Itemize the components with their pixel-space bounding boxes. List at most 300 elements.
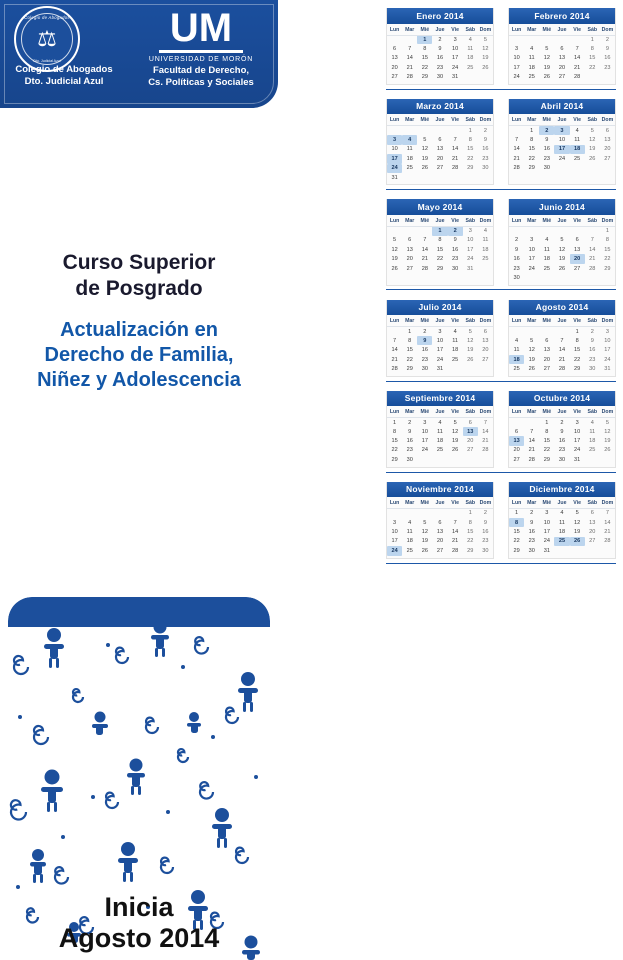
day-cell[interactable]: 17 [387, 154, 402, 163]
day-cell[interactable]: 25 [482, 256, 489, 263]
day-cell[interactable]: 13 [482, 337, 489, 344]
day-cell[interactable]: 23 [482, 538, 489, 545]
day-cell[interactable]: 2 [408, 419, 412, 426]
day-cell[interactable]: 26 [543, 74, 550, 81]
day-cell[interactable]: 3 [438, 328, 442, 335]
day-cell[interactable]: 17 [391, 538, 398, 545]
day-cell[interactable]: 27 [574, 265, 581, 272]
day-cell[interactable]: 31 [604, 365, 611, 372]
day-cell[interactable]: 6 [590, 510, 594, 517]
day-cell[interactable]: 2 [483, 127, 487, 134]
day-cell[interactable]: 9 [438, 46, 442, 53]
day-cell[interactable]: 25 [467, 64, 474, 71]
day-cell[interactable]: 26 [558, 265, 566, 272]
day-cell[interactable]: 4 [530, 46, 534, 53]
day-cell[interactable]: 21 [558, 356, 566, 363]
day-cell[interactable]: 4 [560, 510, 564, 517]
month-calendar[interactable] [508, 391, 616, 468]
day-cell[interactable]: 16 [482, 529, 489, 536]
day-cell[interactable]: 10 [558, 137, 566, 144]
day-cell[interactable]: 30 [543, 165, 550, 172]
day-cell[interactable]: 27 [436, 165, 444, 172]
day-cell[interactable]: 11 [406, 146, 413, 153]
day-cell[interactable]: 17 [528, 256, 535, 263]
day-cell[interactable]: 9 [453, 237, 457, 244]
day-cell[interactable]: 28 [574, 74, 581, 81]
day-cell[interactable]: 24 [604, 356, 611, 363]
day-cell[interactable]: 30 [513, 274, 520, 281]
day-cell[interactable]: 8 [468, 519, 472, 526]
day-cell[interactable]: 27 [513, 456, 520, 463]
day-cell[interactable]: 4 [575, 127, 579, 134]
day-cell[interactable]: 28 [391, 365, 398, 372]
day-cell[interactable]: 20 [406, 256, 413, 263]
day-cell[interactable]: 9 [483, 519, 487, 526]
day-cell[interactable]: 12 [528, 347, 535, 354]
day-cell[interactable]: 21 [421, 256, 428, 263]
day-cell[interactable]: 12 [482, 46, 489, 53]
day-cell[interactable]: 22 [574, 356, 581, 363]
day-cell[interactable]: 6 [575, 237, 579, 244]
day-cell[interactable]: 28 [558, 365, 566, 372]
day-cell[interactable]: 18 [467, 55, 474, 62]
day-cell[interactable]: 10 [543, 519, 550, 526]
day-cell[interactable]: 4 [590, 419, 594, 426]
day-cell[interactable]: 10 [574, 428, 581, 435]
day-cell[interactable]: 17 [574, 438, 581, 445]
day-cell[interactable]: 18 [436, 438, 444, 445]
day-cell[interactable]: 8 [530, 137, 534, 144]
day-cell[interactable]: 15 [604, 246, 611, 253]
day-cell[interactable]: 25 [406, 547, 413, 554]
day-cell[interactable]: 24 [387, 546, 402, 555]
day-cell[interactable]: 1 [590, 36, 594, 43]
day-cell[interactable]: 5 [530, 337, 534, 344]
day-cell[interactable]: 19 [467, 347, 474, 354]
day-cell[interactable]: 27 [604, 155, 611, 162]
day-cell[interactable]: 12 [558, 246, 566, 253]
day-cell[interactable]: 11 [437, 428, 443, 435]
day-cell[interactable]: 2 [539, 126, 554, 135]
day-cell[interactable]: 20 [543, 356, 550, 363]
day-cell[interactable]: 11 [452, 337, 459, 344]
day-cell[interactable]: 30 [528, 547, 535, 554]
day-cell[interactable]: 27 [543, 365, 550, 372]
day-cell[interactable]: 18 [406, 538, 413, 545]
day-cell[interactable]: 25 [513, 365, 520, 372]
day-cell[interactable]: 23 [421, 356, 428, 363]
day-cell[interactable]: 8 [468, 137, 472, 144]
day-cell[interactable]: 2 [530, 510, 534, 517]
day-cell[interactable]: 30 [482, 165, 489, 172]
day-cell[interactable]: 29 [574, 365, 581, 372]
day-cell[interactable]: 24 [436, 356, 444, 363]
day-cell[interactable]: 17 [554, 145, 569, 154]
day-cell[interactable]: 1 [408, 328, 412, 335]
day-cell[interactable]: 5 [393, 237, 397, 244]
day-cell[interactable]: 25 [436, 447, 444, 454]
day-cell[interactable]: 18 [406, 155, 413, 162]
day-cell[interactable]: 27 [406, 265, 413, 272]
day-cell[interactable]: 22 [391, 447, 398, 454]
day-cell[interactable]: 18 [570, 145, 585, 154]
day-cell[interactable]: 12 [452, 428, 459, 435]
day-cell[interactable]: 12 [589, 137, 596, 144]
day-cell[interactable]: 24 [452, 64, 459, 71]
month-calendar[interactable] [386, 300, 494, 377]
day-cell[interactable]: 5 [560, 237, 564, 244]
day-cell[interactable]: 28 [421, 265, 428, 272]
day-cell[interactable]: 14 [589, 246, 596, 253]
day-cell[interactable]: 19 [589, 146, 596, 153]
day-cell[interactable]: 8 [509, 518, 524, 527]
day-cell[interactable]: 14 [452, 529, 459, 536]
day-cell[interactable]: 13 [436, 146, 444, 153]
day-cell[interactable]: 23 [452, 256, 459, 263]
day-cell[interactable]: 25 [543, 265, 550, 272]
day-cell[interactable]: 10 [513, 55, 520, 62]
day-cell[interactable]: 19 [482, 55, 489, 62]
day-cell[interactable]: 7 [515, 137, 519, 144]
day-cell[interactable]: 26 [421, 547, 428, 554]
day-cell[interactable]: 27 [558, 74, 566, 81]
day-cell[interactable]: 15 [543, 438, 550, 445]
day-cell[interactable]: 25 [589, 447, 596, 454]
day-cell[interactable]: 21 [452, 155, 459, 162]
day-cell[interactable]: 22 [421, 64, 428, 71]
day-cell[interactable]: 20 [482, 347, 489, 354]
day-cell[interactable]: 25 [554, 537, 569, 546]
day-cell[interactable]: 4 [453, 328, 457, 335]
day-cell[interactable]: 23 [513, 265, 520, 272]
day-cell[interactable]: 12 [421, 529, 428, 536]
day-cell[interactable]: 13 [509, 436, 524, 445]
month-calendar[interactable] [508, 300, 616, 377]
day-cell[interactable]: 26 [391, 265, 398, 272]
day-cell[interactable]: 2 [483, 510, 487, 517]
day-cell[interactable]: 8 [393, 428, 397, 435]
day-cell[interactable]: 28 [406, 74, 413, 81]
day-cell[interactable]: 6 [438, 137, 442, 144]
day-cell[interactable]: 21 [452, 538, 459, 545]
day-cell[interactable]: 3 [515, 46, 519, 53]
day-cell[interactable]: 6 [545, 337, 549, 344]
day-cell[interactable]: 16 [558, 438, 566, 445]
day-cell[interactable]: 1 [393, 419, 397, 426]
day-cell[interactable]: 3 [545, 510, 549, 517]
day-cell[interactable]: 11 [467, 46, 474, 53]
day-cell[interactable]: 21 [604, 529, 611, 536]
day-cell[interactable]: 13 [589, 519, 596, 526]
day-cell[interactable]: 20 [513, 447, 520, 454]
day-cell[interactable]: 6 [468, 419, 472, 426]
day-cell[interactable]: 15 [421, 55, 428, 62]
day-cell[interactable]: 28 [604, 538, 611, 545]
day-cell[interactable]: 9 [530, 519, 534, 526]
day-cell[interactable]: 10 [452, 46, 459, 53]
day-cell[interactable]: 26 [482, 64, 489, 71]
day-cell[interactable]: 12 [467, 337, 474, 344]
day-cell[interactable]: 19 [421, 538, 428, 545]
day-cell[interactable]: 13 [406, 246, 413, 253]
day-cell[interactable]: 5 [423, 519, 427, 526]
day-cell[interactable]: 9 [590, 337, 594, 344]
day-cell[interactable]: 22 [436, 256, 444, 263]
day-cell[interactable]: 2 [515, 237, 519, 244]
day-cell[interactable]: 17 [452, 55, 459, 62]
day-cell[interactable]: 2 [605, 36, 609, 43]
day-cell[interactable]: 3 [423, 419, 427, 426]
day-cell[interactable]: 17 [436, 347, 444, 354]
day-cell[interactable]: 17 [604, 347, 611, 354]
day-cell[interactable]: 22 [589, 64, 596, 71]
day-cell[interactable]: 1 [545, 419, 549, 426]
day-cell[interactable]: 9 [483, 137, 487, 144]
day-cell[interactable]: 9 [408, 428, 412, 435]
day-cell[interactable]: 11 [589, 428, 596, 435]
day-cell[interactable]: 20 [436, 155, 444, 162]
day-cell[interactable]: 12 [574, 519, 581, 526]
day-cell[interactable]: 13 [558, 55, 566, 62]
month-calendar[interactable] [386, 391, 494, 468]
day-cell[interactable]: 23 [528, 538, 535, 545]
day-cell[interactable]: 19 [391, 256, 398, 263]
day-cell[interactable]: 26 [604, 447, 611, 454]
day-cell[interactable]: 22 [406, 356, 413, 363]
month-calendar[interactable] [508, 99, 616, 185]
day-cell[interactable]: 14 [391, 347, 398, 354]
day-cell[interactable]: 4 [402, 135, 417, 144]
day-cell[interactable]: 30 [558, 456, 566, 463]
day-cell[interactable]: 24 [528, 265, 535, 272]
day-cell[interactable]: 2 [438, 36, 442, 43]
day-cell[interactable]: 12 [421, 146, 428, 153]
day-cell[interactable]: 18 [543, 256, 550, 263]
day-cell[interactable]: 7 [590, 237, 594, 244]
day-cell[interactable]: 25 [406, 165, 413, 172]
day-cell[interactable]: 10 [604, 337, 611, 344]
day-cell[interactable]: 21 [513, 155, 520, 162]
day-cell[interactable]: 24 [513, 74, 520, 81]
day-cell[interactable]: 4 [468, 36, 472, 43]
day-cell[interactable]: 28 [452, 165, 459, 172]
day-cell[interactable]: 3 [575, 419, 579, 426]
day-cell[interactable]: 19 [528, 356, 535, 363]
month-calendar[interactable] [508, 8, 616, 85]
day-cell[interactable]: 5 [575, 510, 579, 517]
day-cell[interactable]: 7 [560, 337, 564, 344]
day-cell[interactable]: 29 [543, 456, 550, 463]
day-cell[interactable]: 7 [575, 46, 579, 53]
day-cell[interactable]: 14 [482, 428, 489, 435]
day-cell[interactable]: 11 [406, 529, 413, 536]
day-cell[interactable]: 3 [468, 228, 472, 235]
day-cell[interactable]: 10 [421, 428, 428, 435]
day-cell[interactable]: 6 [605, 127, 609, 134]
day-cell[interactable]: 19 [558, 256, 566, 263]
day-cell[interactable]: 16 [528, 529, 535, 536]
day-cell[interactable]: 16 [513, 256, 520, 263]
day-cell[interactable]: 19 [421, 155, 428, 162]
day-cell[interactable]: 3 [453, 36, 457, 43]
day-cell[interactable]: 19 [543, 64, 550, 71]
day-cell[interactable]: 8 [423, 46, 427, 53]
day-cell[interactable]: 6 [438, 519, 442, 526]
day-cell[interactable]: 10 [436, 337, 444, 344]
day-cell[interactable]: 22 [543, 447, 550, 454]
day-cell[interactable]: 1 [468, 127, 472, 134]
day-cell[interactable]: 3 [554, 126, 569, 135]
day-cell[interactable]: 23 [436, 64, 444, 71]
day-cell[interactable]: 15 [589, 55, 596, 62]
day-cell[interactable]: 17 [513, 64, 520, 71]
day-cell[interactable]: 17 [543, 529, 550, 536]
day-cell[interactable]: 6 [515, 428, 519, 435]
day-cell[interactable]: 6 [483, 328, 487, 335]
day-cell[interactable]: 7 [453, 519, 457, 526]
day-cell[interactable]: 25 [574, 155, 581, 162]
day-cell[interactable]: 8 [545, 428, 549, 435]
day-cell[interactable]: 11 [559, 519, 565, 526]
day-cell[interactable]: 29 [391, 456, 398, 463]
day-cell[interactable]: 4 [438, 419, 442, 426]
day-cell[interactable]: 20 [391, 64, 398, 71]
day-cell[interactable]: 15 [436, 246, 444, 253]
day-cell[interactable]: 22 [528, 155, 535, 162]
day-cell[interactable]: 9 [545, 137, 549, 144]
day-cell[interactable]: 20 [436, 538, 444, 545]
day-cell[interactable]: 19 [452, 438, 459, 445]
day-cell[interactable]: 3 [530, 237, 534, 244]
day-cell[interactable]: 17 [467, 246, 474, 253]
day-cell[interactable]: 13 [391, 55, 398, 62]
day-cell[interactable]: 3 [387, 135, 402, 144]
day-cell[interactable]: 1 [417, 35, 432, 44]
day-cell[interactable]: 8 [408, 337, 412, 344]
day-cell[interactable]: 13 [436, 529, 444, 536]
day-cell[interactable]: 9 [560, 428, 564, 435]
day-cell[interactable]: 20 [558, 64, 566, 71]
day-cell[interactable]: 23 [558, 447, 566, 454]
day-cell[interactable]: 22 [513, 538, 520, 545]
day-cell[interactable]: 24 [387, 164, 402, 173]
day-cell[interactable]: 29 [406, 365, 413, 372]
day-cell[interactable]: 24 [421, 447, 428, 454]
day-cell[interactable]: 23 [604, 64, 611, 71]
day-cell[interactable]: 14 [452, 146, 459, 153]
day-cell[interactable]: 2 [590, 328, 594, 335]
day-cell[interactable]: 31 [467, 265, 474, 272]
day-cell[interactable]: 4 [515, 337, 519, 344]
day-cell[interactable]: 28 [452, 547, 459, 554]
day-cell[interactable]: 7 [423, 237, 427, 244]
day-cell[interactable]: 3 [393, 519, 397, 526]
day-cell[interactable]: 28 [589, 265, 596, 272]
day-cell[interactable]: 18 [589, 438, 596, 445]
day-cell[interactable]: 24 [543, 538, 550, 545]
day-cell[interactable]: 5 [423, 137, 427, 144]
day-cell[interactable]: 24 [558, 155, 566, 162]
day-cell[interactable]: 1 [515, 510, 519, 517]
day-cell[interactable]: 7 [393, 337, 397, 344]
day-cell[interactable]: 14 [406, 55, 413, 62]
day-cell[interactable]: 16 [604, 55, 611, 62]
day-cell[interactable]: 15 [467, 529, 474, 536]
day-cell[interactable]: 14 [558, 347, 566, 354]
day-cell[interactable]: 20 [604, 146, 611, 153]
day-cell[interactable]: 16 [421, 347, 428, 354]
day-cell[interactable]: 18 [558, 529, 566, 536]
day-cell[interactable]: 15 [513, 529, 520, 536]
day-cell[interactable]: 21 [574, 64, 581, 71]
day-cell[interactable]: 11 [543, 246, 550, 253]
day-cell[interactable]: 1 [530, 127, 534, 134]
day-cell[interactable]: 3 [605, 328, 609, 335]
day-cell[interactable]: 2 [423, 328, 427, 335]
day-cell[interactable]: 20 [467, 438, 474, 445]
day-cell[interactable]: 27 [436, 547, 444, 554]
day-cell[interactable]: 27 [589, 538, 596, 545]
month-calendar[interactable] [386, 199, 494, 285]
day-cell[interactable]: 29 [467, 165, 474, 172]
day-cell[interactable]: 10 [467, 237, 474, 244]
day-cell[interactable]: 31 [543, 547, 550, 554]
month-calendar[interactable] [386, 99, 494, 185]
day-cell[interactable]: 13 [574, 246, 581, 253]
day-cell[interactable]: 5 [453, 419, 457, 426]
month-calendar[interactable] [386, 8, 494, 85]
day-cell[interactable]: 10 [391, 529, 398, 536]
day-cell[interactable]: 2 [448, 226, 463, 235]
day-cell[interactable]: 4 [483, 228, 487, 235]
day-cell[interactable]: 11 [574, 137, 581, 144]
day-cell[interactable]: 20 [589, 529, 596, 536]
day-cell[interactable]: 26 [528, 365, 535, 372]
day-cell[interactable]: 22 [467, 155, 474, 162]
day-cell[interactable]: 8 [605, 237, 609, 244]
day-cell[interactable]: 13 [604, 137, 611, 144]
day-cell[interactable]: 15 [574, 347, 581, 354]
day-cell[interactable]: 20 [570, 254, 585, 263]
day-cell[interactable]: 31 [452, 74, 459, 81]
day-cell[interactable]: 15 [406, 347, 413, 354]
day-cell[interactable]: 29 [604, 265, 611, 272]
day-cell[interactable]: 9 [417, 336, 432, 345]
day-cell[interactable]: 22 [604, 256, 611, 263]
day-cell[interactable]: 21 [589, 256, 596, 263]
day-cell[interactable]: 16 [589, 347, 596, 354]
day-cell[interactable]: 16 [482, 146, 489, 153]
day-cell[interactable]: 30 [421, 365, 428, 372]
day-cell[interactable]: 8 [438, 237, 442, 244]
day-cell[interactable]: 25 [528, 74, 535, 81]
day-cell[interactable]: 31 [436, 365, 444, 372]
day-cell[interactable]: 30 [589, 365, 596, 372]
day-cell[interactable]: 5 [468, 328, 472, 335]
day-cell[interactable]: 26 [421, 165, 428, 172]
day-cell[interactable]: 7 [483, 419, 487, 426]
day-cell[interactable]: 2 [560, 419, 564, 426]
day-cell[interactable]: 7 [408, 46, 412, 53]
day-cell[interactable]: 16 [406, 438, 413, 445]
day-cell[interactable]: 23 [482, 155, 489, 162]
month-calendar[interactable] [508, 199, 616, 285]
day-cell[interactable]: 12 [391, 246, 398, 253]
day-cell[interactable]: 13 [543, 347, 550, 354]
day-cell[interactable]: 18 [482, 246, 489, 253]
day-cell[interactable]: 23 [543, 155, 550, 162]
day-cell[interactable]: 29 [513, 547, 520, 554]
